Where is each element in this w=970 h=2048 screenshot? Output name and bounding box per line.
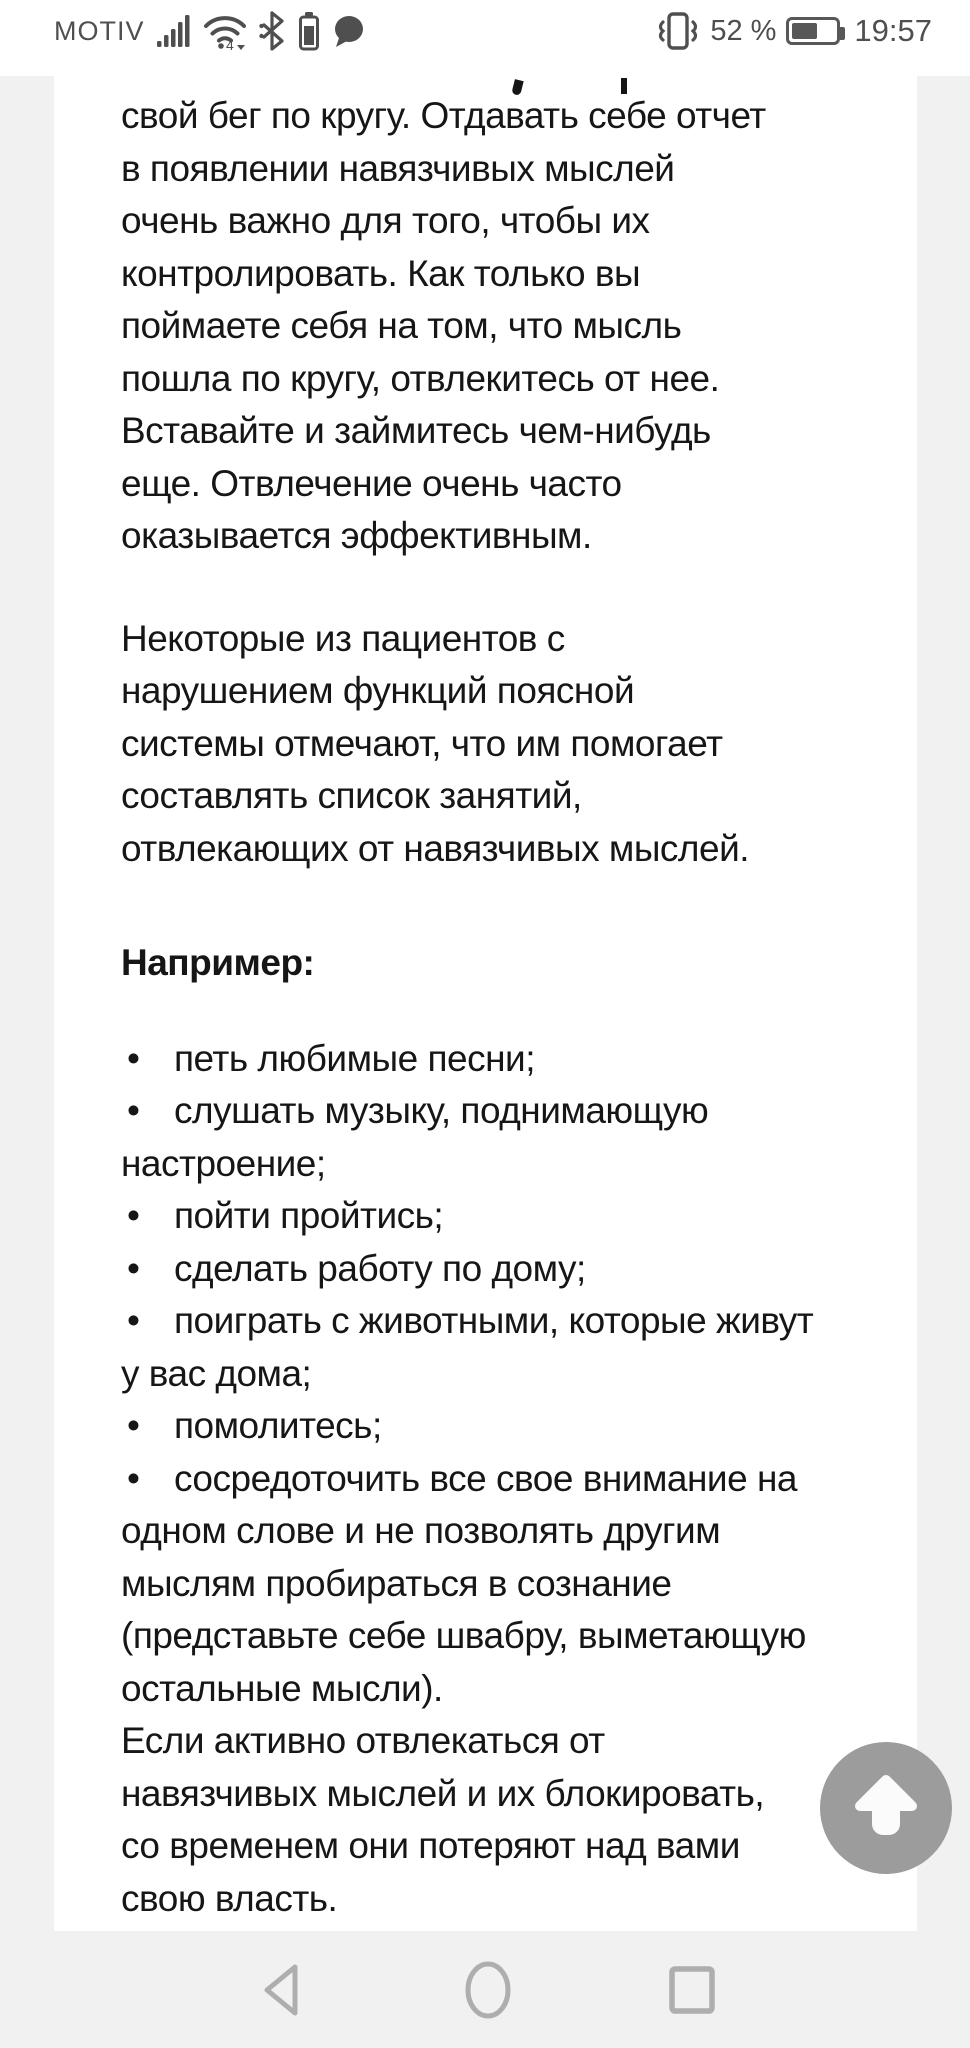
bullet-list — [121, 1033, 881, 1716]
list-item — [121, 1295, 881, 1348]
text-line: Если активно отвлекаться от — [121, 1720, 605, 1761]
text-line: отвлекающих от навязчивых мыслей. — [121, 827, 750, 869]
article-text — [121, 90, 881, 1925]
text-line: системы отмечают, что им помогает — [121, 722, 723, 764]
wifi-icon — [203, 12, 247, 50]
text-line: Например: — [121, 942, 315, 983]
home-circle-icon — [463, 1959, 513, 2021]
back-button[interactable] — [250, 1931, 310, 2048]
list-item — [121, 1085, 881, 1138]
list-item-text: слушать музыку, поднимающую — [174, 1090, 709, 1131]
list-item-text: помолитесь; — [174, 1405, 382, 1446]
text-line: оказывается эффективным. — [121, 515, 592, 556]
list-item — [121, 1400, 881, 1453]
bullet-marker: • — [127, 1405, 140, 1446]
battery-nub — [840, 27, 845, 40]
content-column — [54, 76, 917, 1931]
bullet-marker: • — [127, 1195, 140, 1236]
list-item-text: сосредоточить все свое внимание на — [174, 1457, 797, 1499]
text-line: навязчивых мыслей и их блокировать, — [121, 1772, 765, 1814]
section-heading — [121, 937, 881, 990]
text-line: со временем они потеряют над вами — [121, 1825, 740, 1866]
back-triangle-icon — [257, 1960, 303, 2020]
bullet-marker: • — [127, 1037, 140, 1079]
text-line: еще. Отвлечение очень часто — [121, 462, 622, 504]
home-button[interactable] — [458, 1931, 518, 2048]
recents-button[interactable] — [662, 1931, 722, 2048]
message-bubble-icon — [333, 14, 365, 48]
list-item-text: пойти пройтись; — [174, 1195, 444, 1236]
text-line: настроение; — [121, 1142, 326, 1184]
text-line: Некоторые из пациентов с — [121, 617, 565, 659]
bullet-marker: • — [127, 1090, 140, 1131]
signal-strength-icon — [157, 13, 191, 49]
text-line: контролировать. Как только вы — [121, 252, 641, 294]
svg-text:4: 4 — [225, 37, 234, 50]
page-background — [0, 76, 970, 1931]
list-item — [121, 1243, 881, 1296]
list-item — [121, 1453, 881, 1506]
paragraph — [121, 1715, 881, 1925]
bluetooth-icon — [259, 11, 285, 51]
carrier-label: MOTIV — [54, 15, 145, 46]
status-bar — [0, 0, 970, 62]
recents-square-icon — [668, 1965, 716, 2015]
bullet-marker: • — [127, 1457, 140, 1499]
arrow-up-icon — [850, 1770, 922, 1846]
text-line: в появлении навязчивых мыслей — [121, 147, 675, 189]
text-line: мыслям пробираться в сознание — [121, 1562, 672, 1604]
battery-fill — [792, 23, 817, 39]
text-line: (представьте себе швабру, выметающую — [121, 1615, 806, 1656]
text-line: нарушением функций поясной — [121, 670, 635, 711]
text-line: пошла по кругу, отвлекитесь от нее. — [121, 357, 720, 399]
bullet-marker: • — [127, 1247, 140, 1289]
vibrate-icon — [656, 10, 700, 52]
list-item-text: поиграть с животными, которые живут — [174, 1300, 814, 1341]
status-bar-right — [656, 10, 970, 52]
scroll-to-top-button[interactable] — [820, 1742, 952, 1874]
text-line: одном слове и не позволять другим — [121, 1510, 721, 1551]
navigation-bar — [0, 1931, 970, 2048]
status-bar-left — [0, 11, 365, 51]
clock-label: 19:57 — [854, 13, 932, 48]
list-item-text: петь любимые песни; — [174, 1037, 535, 1079]
list-item — [121, 1190, 881, 1243]
text-line: свой бег по кругу. Отдавать себе отчет — [121, 95, 766, 136]
list-item — [121, 1033, 881, 1086]
text-line: составлять список занятий, — [121, 775, 582, 816]
paragraph — [121, 613, 881, 876]
text-line: остальные мысли). — [121, 1667, 443, 1709]
bullet-marker: • — [127, 1300, 140, 1341]
device-battery-icon — [297, 11, 321, 51]
list-item-text: сделать работу по дому; — [174, 1247, 586, 1289]
viewport-gap — [0, 62, 970, 76]
paragraph — [121, 90, 881, 563]
text-line: поймаете себя на том, что мысль — [121, 305, 682, 346]
text-line: очень важно для того, чтобы их — [121, 200, 650, 241]
battery-percent-label: 52 % — [710, 14, 777, 47]
text-line: свою власть. — [121, 1877, 338, 1919]
text-line: у вас дома; — [121, 1352, 312, 1394]
battery-icon — [786, 17, 840, 45]
text-line: Вставайте и займитесь чем-нибудь — [121, 410, 711, 451]
